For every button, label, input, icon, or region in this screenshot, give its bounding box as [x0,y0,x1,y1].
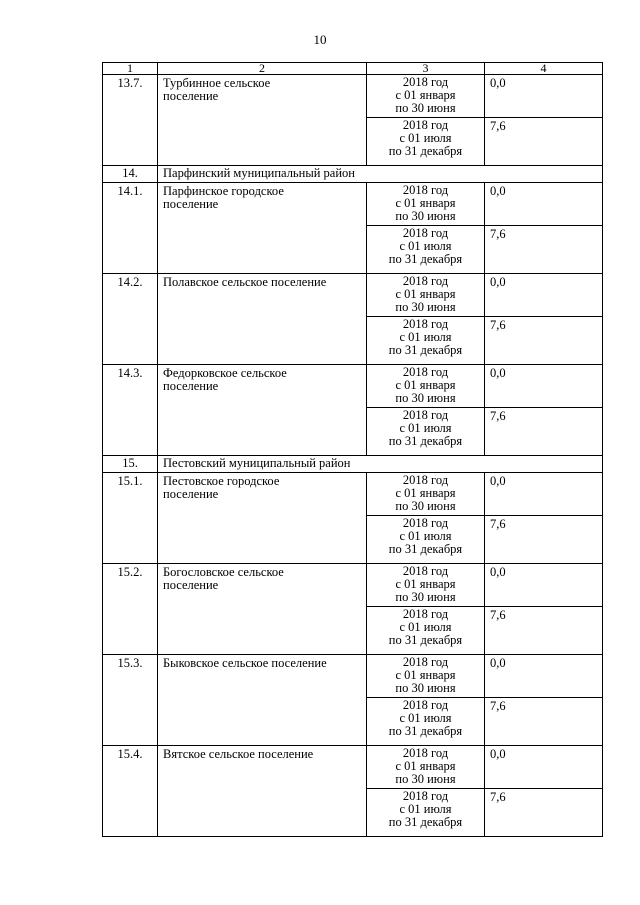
settlement-name-line: Федорковское сельское [163,366,287,380]
period-line: с 01 июля [399,239,452,253]
district-row [103,166,603,183]
table-row [103,655,603,698]
period-line: с 01 января [395,486,456,500]
period-cell [367,607,485,655]
rate-value: 0,0 [485,183,603,226]
item-number: 15.1. [103,473,158,564]
period-cell [367,365,485,408]
period-line: по 31 декабря [388,724,463,738]
rate-value: 0,0 [485,746,603,789]
period-cell [367,118,485,166]
settlement-name [158,183,367,274]
settlement-name [158,473,367,564]
period-line: по 30 июня [395,391,456,405]
settlement-name-line: Турбинное сельское [163,76,271,90]
settlement-name-line: Парфинское городское [163,184,284,198]
period-line: по 30 июня [395,101,456,115]
rate-value: 0,0 [485,365,603,408]
rate-value: 7,6 [485,516,603,564]
period-line: по 30 июня [395,772,456,786]
rate-value: 7,6 [485,118,603,166]
settlement-name-line: Пестовское городское [163,474,280,488]
period-line: с 01 июля [399,711,452,725]
column-header: 4 [485,63,603,75]
settlement-name-line: Вятское сельское поселение [163,747,314,761]
item-number: 15.3. [103,655,158,746]
period-line: 2018 год [402,226,449,240]
period-cell [367,75,485,118]
table-row [103,746,603,789]
period-cell [367,408,485,456]
period-line: с 01 июля [399,421,452,435]
period-cell [367,317,485,365]
period-line: с 01 января [395,88,456,102]
table-row [103,365,603,408]
table-row [103,564,603,607]
settlement-name [158,746,367,837]
period-line: по 30 июня [395,300,456,314]
rate-value: 7,6 [485,789,603,837]
settlement-name [158,274,367,365]
header-row [103,63,603,75]
rate-value: 7,6 [485,226,603,274]
rate-value: 7,6 [485,317,603,365]
period-line: 2018 год [402,75,449,89]
column-header: 1 [103,63,158,75]
column-header: 2 [158,63,367,75]
tax-rate-table [102,62,603,837]
period-line: с 01 января [395,378,456,392]
settlement-name-line: Богословское сельское [163,565,284,579]
period-line: по 31 декабря [388,144,463,158]
period-line: 2018 год [402,183,449,197]
column-header: 3 [367,63,485,75]
page-number: 10 [313,32,327,47]
district-row [103,456,603,473]
period-line: с 01 июля [399,330,452,344]
item-number: 15.2. [103,564,158,655]
period-line: по 31 декабря [388,252,463,266]
rate-value: 0,0 [485,564,603,607]
settlement-name-line: поселение [163,578,219,592]
period-line: по 31 декабря [388,815,463,829]
settlement-name-line: Быковское сельское поселение [163,656,327,670]
rate-value: 7,6 [485,698,603,746]
district-name: Пестовский муниципальный район [158,456,603,473]
table-row [103,183,603,226]
settlement-name-line: Полавское сельское поселение [163,275,327,289]
period-line: 2018 год [402,789,449,803]
period-line: с 01 января [395,668,456,682]
period-line: 2018 год [402,408,449,422]
period-cell [367,789,485,837]
settlement-name-line: поселение [163,487,219,501]
period-line: 2018 год [402,274,449,288]
period-line: по 31 декабря [388,542,463,556]
table-row [103,473,603,516]
period-line: с 01 июля [399,802,452,816]
rate-value: 7,6 [485,607,603,655]
period-line: с 01 января [395,287,456,301]
settlement-name-line: поселение [163,89,219,103]
period-line: по 30 июня [395,681,456,695]
period-cell [367,698,485,746]
item-number: 14.3. [103,365,158,456]
period-cell [367,183,485,226]
settlement-name [158,75,367,166]
period-line: по 30 июня [395,590,456,604]
period-line: с 01 июля [399,529,452,543]
district-number: 15. [103,456,158,473]
period-cell [367,516,485,564]
period-cell [367,655,485,698]
period-cell [367,226,485,274]
settlement-name [158,655,367,746]
period-line: с 01 января [395,196,456,210]
rate-value: 0,0 [485,473,603,516]
rate-value: 0,0 [485,274,603,317]
period-cell [367,746,485,789]
period-line: с 01 января [395,759,456,773]
period-line: 2018 год [402,607,449,621]
period-line: 2018 год [402,473,449,487]
table-row [103,274,603,317]
period-line: 2018 год [402,746,449,760]
settlement-name [158,365,367,456]
period-cell [367,274,485,317]
district-number: 14. [103,166,158,183]
item-number: 15.4. [103,746,158,837]
rate-value: 0,0 [485,75,603,118]
period-line: по 31 декабря [388,633,463,647]
item-number: 13.7. [103,75,158,166]
period-line: 2018 год [402,564,449,578]
period-line: с 01 июля [399,620,452,634]
settlement-name-line: поселение [163,197,219,211]
period-line: 2018 год [402,516,449,530]
rate-value: 0,0 [485,655,603,698]
period-line: по 30 июня [395,499,456,513]
period-line: 2018 год [402,655,449,669]
period-line: по 30 июня [395,209,456,223]
period-line: с 01 июля [399,131,452,145]
period-cell [367,564,485,607]
table-body [103,63,603,837]
item-number: 14.1. [103,183,158,274]
period-cell [367,473,485,516]
table-row [103,75,603,118]
period-line: 2018 год [402,698,449,712]
period-line: 2018 год [402,118,449,132]
period-line: 2018 год [402,365,449,379]
item-number: 14.2. [103,274,158,365]
period-line: по 31 декабря [388,343,463,357]
settlement-name-line: поселение [163,379,219,393]
period-line: по 31 декабря [388,434,463,448]
period-line: с 01 января [395,577,456,591]
period-line: 2018 год [402,317,449,331]
district-name: Парфинский муниципальный район [158,166,603,183]
settlement-name [158,564,367,655]
rate-value: 7,6 [485,408,603,456]
